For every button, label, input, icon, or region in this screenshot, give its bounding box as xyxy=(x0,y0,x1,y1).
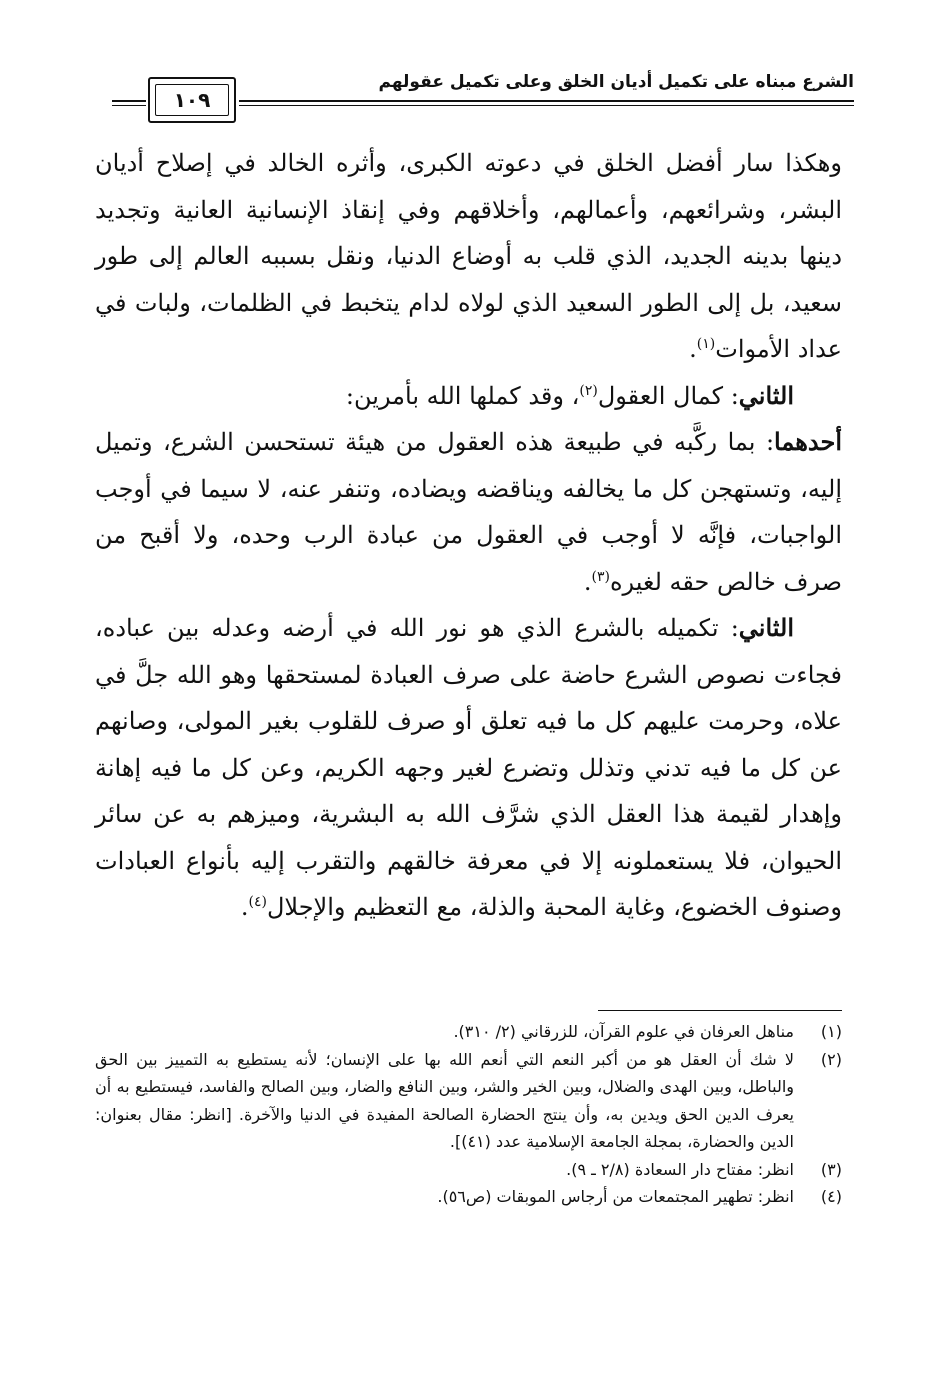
paragraph xyxy=(95,419,842,605)
page-number: ١٠٩ xyxy=(155,84,229,116)
footnote-marker: (١) xyxy=(696,336,716,352)
footnote xyxy=(95,1046,842,1156)
footnote-text: انظر: مفتاح دار السعادة (٢/٨ ـ ٩). xyxy=(566,1159,794,1179)
header-rule xyxy=(239,100,854,102)
footnote-text: لا شك أن العقل هو من أكبر النعم التي أنعم الله بها على الإنسان؛ لأنه يستطيع به التمييز بين الحق والباطل، وبين الهدى والضلال، وبين الخير والشر، وبين النافع والضار، وبين الصالح والفاسد، فيستطيع به أن يعرف الدين الحق ويدين به، وأن ينتج الحضارة الصالحة المفيدة في الدنيا والآخرة. [انظر: مقال بعنوان: الدين والحضارة، بمجلة الجامعة الإسلامية عدد (٤١)]. xyxy=(95,1049,794,1151)
footnote xyxy=(95,1156,842,1184)
running-header xyxy=(112,68,854,126)
paragraph-text: : تكميله بالشرع الذي هو نور الله في أرضه وعدله بين عباده، فجاءت نصوص الشرع حاضة على صرف العبادة لمستحقها وهو الله جلَّ في علاه، وحرمت عليهم كل ما فيه تعلق أو صرف للقلوب بغير المولى، وصانهم عن كل ما فيه تدني وتذلل وتضرع لغير وجهه الكريم، وعن كل ما فيه إهانة وإهدار لقيمة هذا العقل الذي شرَّف الله به البشرية، وميزهم به عن سائر الحيوان، فلا يستعملونه إلا في معرفة خالقهم والتقرب إليه بأنواع العبادات وصنوف الخضوع، وغاية المحبة والذلة، مع التعظيم والإجلال xyxy=(95,614,842,921)
paragraph-text: وهكذا سار أفضل الخلق في دعوته الكبرى، وأثره الخالد في إصلاح أديان البشر، وشرائعهم، وأعمالهم، وأخلاقهم وفي إنقاذ الإنسانية العانية وتجديد دينها بدينه الجديد، الذي قلب به أوضاع الدنيا، ونقل بسببه العالم إلى طور سعيد، بل إلى الطور السعيد الذي لولاه لدام يتخبط في الظلمات، ولبات في عداد الأموات xyxy=(95,149,842,363)
footnote-text: انظر: تطهير المجتمعات من أرجاس الموبقات (ص٥٦). xyxy=(437,1187,794,1206)
footnote xyxy=(95,1183,842,1211)
header-rule xyxy=(112,105,146,106)
footnote-text: مناهل العرفان في علوم القرآن، للزرقاني (٢/ ٣١٠). xyxy=(453,1022,794,1041)
paragraph-tail: . xyxy=(240,893,249,921)
main-text xyxy=(95,140,842,931)
footnote-number: (٤) xyxy=(820,1187,842,1206)
header-rule xyxy=(112,100,146,102)
paragraph-tail: . xyxy=(689,335,697,363)
paragraph-tail: ، وقد كملها الله بأمرين: xyxy=(345,381,580,410)
paragraph xyxy=(95,140,842,373)
paragraph xyxy=(95,373,842,420)
footnote-number: (٣) xyxy=(820,1159,842,1179)
footnote-separator xyxy=(598,1010,842,1011)
paragraph xyxy=(95,605,842,931)
footnotes xyxy=(95,1018,842,1211)
paragraph-lead: الثاني xyxy=(738,613,794,642)
footnote-number: (٢) xyxy=(820,1049,842,1069)
footnote-marker: (٤) xyxy=(248,894,267,910)
paragraph-text: : كمال العقول xyxy=(597,381,739,410)
paragraph-lead: الثاني xyxy=(738,380,794,410)
footnote-marker: (٣) xyxy=(591,568,610,585)
paragraph-text: : بما ركَّبه في طبيعة هذه العقول من هيئة تستحسن الشرع، وتميل إليه، وتستهجن كل ما يخالفه ويناقضه ويضاده، وتنفر عنه، لا سيما في أوجب الواجبات، فإنَّه لا أوجب في العقول من عبادة الرب وحده، ولا أقبح من صرف خالص حقه لغيره xyxy=(95,428,842,596)
running-header-title: الشرع مبناه على تكميل أديان الخلق وعلى تكميل عقولهم xyxy=(378,72,854,92)
paragraph-lead: أحدهما xyxy=(774,427,842,456)
header-rule xyxy=(239,105,854,106)
paragraph-tail: . xyxy=(583,567,592,596)
page-number-frame xyxy=(148,77,236,123)
footnote-marker: (٢) xyxy=(579,382,598,399)
footnote-number: (١) xyxy=(820,1022,842,1041)
footnote xyxy=(95,1018,842,1046)
